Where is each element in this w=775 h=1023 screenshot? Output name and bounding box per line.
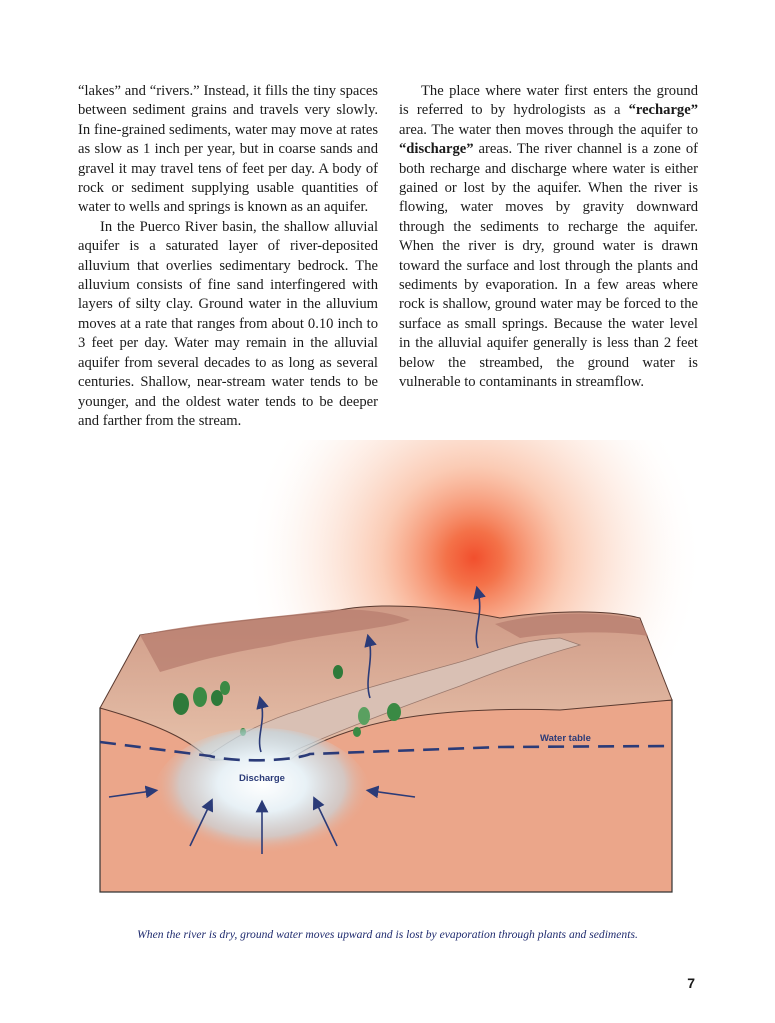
page-number: 7 bbox=[687, 975, 695, 991]
aquifer-illustration bbox=[0, 440, 775, 910]
left-paragraph-1: “lakes” and “rivers.” Instead, it fills the tiny spaces between sediment grains and travels very slowly. In fine-grained sediments, water may move at rates as slow as 1 inch per year, but in coarse sands and gravel it may travel tens of feet per day. A body of rock or sediment supplying usable quantities of water to wells and springs is known as an aquifer. bbox=[78, 83, 378, 216]
right-text-c: areas. The river channel is a zone of both recharge and discharge where water is either gained or lost by the aquifer. When the river is flowing, water moves by gravity downward through the sediments to recharge the aquifer. When the river is dry, ground water is drawn toward the surface and lost through the plants and sediments by evaporation. In a few areas where rock is shallow, ground water may be forced to the surface as small springs. Because the water level in the alluvial aquifer generally is less than 2 feet below the streambed, the ground water is vulnerable to contaminants in streamflow. bbox=[399, 141, 698, 391]
right-text-b: area. The water then moves through the aquifer to bbox=[399, 121, 698, 138]
figure-caption: When the river is dry, ground water moves upward and is lost by evaporation through plants and sediments. bbox=[137, 928, 638, 941]
right-paragraph-1 bbox=[399, 82, 698, 393]
right-text-a: The place where water first enters the ground is referred to by hydrologists as a bbox=[399, 83, 698, 119]
left-column bbox=[78, 82, 378, 431]
right-column bbox=[399, 82, 698, 393]
recharge-term: “recharge” bbox=[628, 102, 698, 119]
aquifer-diagram bbox=[0, 440, 775, 910]
discharge-term: “discharge” bbox=[399, 141, 474, 158]
water-table-label: Water table bbox=[540, 733, 591, 744]
discharge-label: Discharge bbox=[239, 773, 285, 784]
left-paragraph-2: In the Puerco River basin, the shallow alluvial aquifer is a saturated layer of river-deposited alluvium that overlies sedimentary bedrock. The alluvium consists of fine sand interfingered with layers of silty clay. Ground water in the alluvium moves at a rate that ranges from about 0.10 inch to 3 feet per day. Water may remain in the alluvial aquifer from several decades to as long as several centuries. Shallow, near-stream water tends to be younger, and the oldest water tends to be deeper and farther from the stream. bbox=[78, 218, 378, 429]
